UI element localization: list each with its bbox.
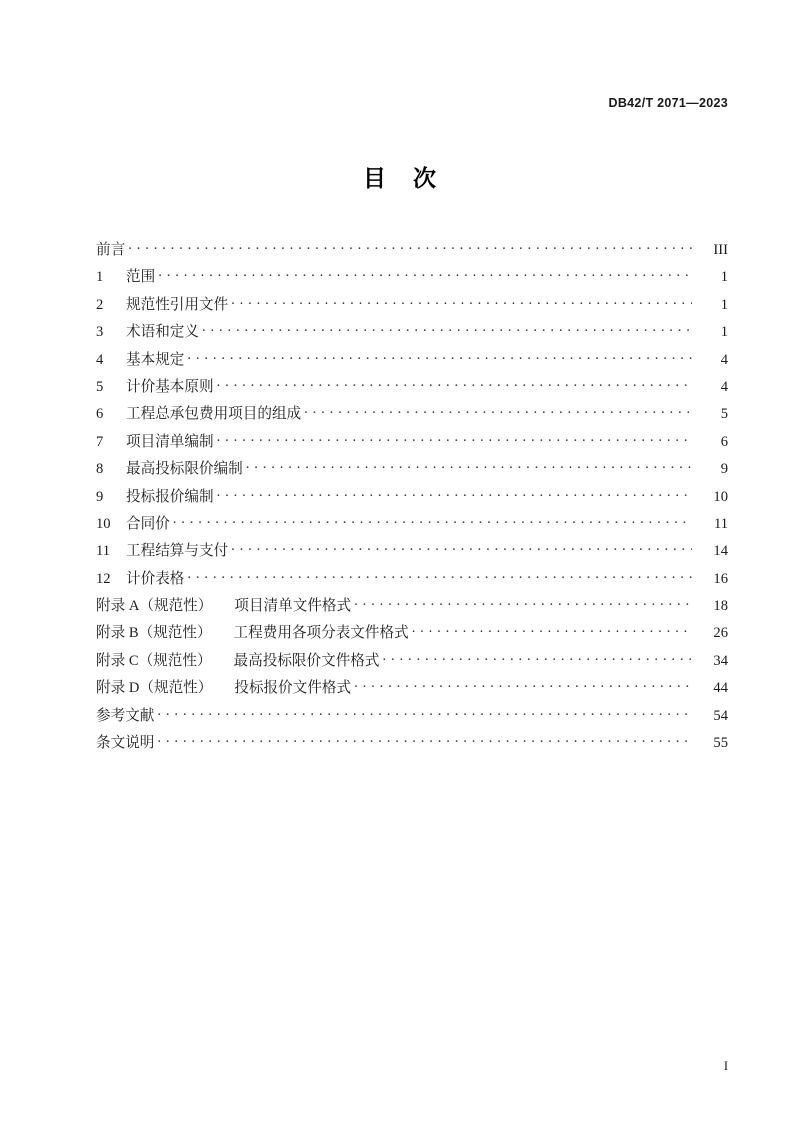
toc-dot-leader xyxy=(304,404,692,419)
toc-entry-number: 附录 D（规范性） xyxy=(96,680,213,697)
toc-entry-label: 条文说明 xyxy=(96,735,155,752)
toc-entry[interactable] xyxy=(96,320,728,347)
toc-entry[interactable] xyxy=(96,567,728,594)
toc-entry-label: 工程结算与支付 xyxy=(126,543,229,560)
toc-entry-page-number: 14 xyxy=(713,543,728,560)
toc-entry-number: 4 xyxy=(96,351,104,368)
toc-entry[interactable] xyxy=(96,539,728,566)
toc-entry-label: 范围 xyxy=(126,269,156,286)
toc-entry-label: 计价基本原则 xyxy=(126,378,214,395)
toc-entry-page-number: 54 xyxy=(713,707,728,724)
toc-entry[interactable] xyxy=(96,402,728,429)
toc-entry-label: 基本规定 xyxy=(126,351,185,368)
toc-entry-page-number: 1 xyxy=(720,296,728,313)
toc-entry[interactable] xyxy=(96,704,728,731)
toc-entry-label: 最高投标限价编制 xyxy=(126,461,243,478)
toc-entry-label: 工程总承包费用项目的组成 xyxy=(126,406,302,423)
toc-entry[interactable] xyxy=(96,238,728,265)
toc-entry-page-number: 5 xyxy=(720,406,728,423)
toc-entry-page-number: 1 xyxy=(720,324,728,341)
toc-dot-leader xyxy=(231,541,692,556)
page-title-char-1: 目 xyxy=(363,166,387,191)
toc-entry-label: 前言 xyxy=(96,242,126,258)
toc-dot-leader xyxy=(157,705,692,720)
toc-entry-label: 项目清单文件格式 xyxy=(234,598,352,615)
toc-entry[interactable] xyxy=(96,649,728,676)
toc-entry[interactable] xyxy=(96,430,728,457)
toc-entry-number: 附录 A（规范性） xyxy=(96,598,213,615)
toc-entry-number: 6 xyxy=(96,406,104,423)
toc-entry[interactable] xyxy=(96,621,728,648)
toc-entry[interactable] xyxy=(96,457,728,484)
toc-entry[interactable] xyxy=(96,265,728,292)
toc-entry-page-number: 16 xyxy=(713,570,728,587)
toc-entry-number: 8 xyxy=(96,461,104,478)
toc-entry-number: 11 xyxy=(96,543,111,560)
toc-dot-leader xyxy=(187,568,692,583)
toc-entry[interactable] xyxy=(96,731,728,758)
toc-entry-page-number: 1 xyxy=(720,269,728,286)
toc-entry-page-number: 11 xyxy=(713,515,728,532)
toc-entry-number: 附录 B（规范性） xyxy=(96,625,212,642)
toc-dot-leader xyxy=(217,431,692,446)
toc-dot-leader xyxy=(383,650,693,665)
toc-dot-leader xyxy=(187,349,692,364)
running-header-standard-code: DB42/T 2071—2023 xyxy=(608,96,728,110)
toc-entry-label: 项目清单编制 xyxy=(126,433,214,450)
toc-entry-page-number: 4 xyxy=(720,351,728,368)
toc-entry-page-number: III xyxy=(713,242,728,258)
toc-dot-leader xyxy=(231,294,692,309)
toc-entry-label: 合同价 xyxy=(126,515,170,532)
toc-entry-label: 规范性引用文件 xyxy=(126,296,229,313)
toc-dot-leader xyxy=(217,376,692,391)
toc-dot-leader xyxy=(128,239,692,254)
toc-entry-page-number: 9 xyxy=(720,461,728,478)
toc-entry-label: 投标报价编制 xyxy=(126,488,214,505)
toc-entry-page-number: 44 xyxy=(713,680,728,697)
toc-dot-leader xyxy=(354,595,692,610)
toc-entry-page-number: 34 xyxy=(713,652,728,669)
toc-dot-leader xyxy=(158,267,692,282)
toc-entry-number: 3 xyxy=(96,324,104,341)
toc-entry[interactable] xyxy=(96,348,728,375)
toc-entry-number: 2 xyxy=(96,296,104,313)
page-title xyxy=(0,160,800,193)
toc-dot-leader xyxy=(412,623,692,638)
toc-entry-page-number: 4 xyxy=(720,378,728,395)
toc-entry-label: 术语和定义 xyxy=(126,324,199,341)
toc-entry-number: 附录 C（规范性） xyxy=(96,652,212,669)
toc-entry-number: 12 xyxy=(96,570,111,587)
toc-entry-number: 7 xyxy=(96,433,104,450)
toc-dot-leader xyxy=(173,513,692,528)
toc-dot-leader xyxy=(246,459,692,474)
toc-dot-leader xyxy=(202,322,692,337)
toc-entry[interactable] xyxy=(96,512,728,539)
toc-entry-page-number: 55 xyxy=(713,735,728,752)
toc-entry-label: 最高投标限价文件格式 xyxy=(233,652,380,669)
toc-entry-page-number: 26 xyxy=(713,625,728,642)
toc-entry-number: 10 xyxy=(96,515,111,532)
toc-entry[interactable] xyxy=(96,485,728,512)
toc-entry-number: 9 xyxy=(96,488,104,505)
page-title-char-2: 次 xyxy=(413,166,437,191)
toc-entry-number: 5 xyxy=(96,378,104,395)
toc-entry-label: 参考文献 xyxy=(96,707,155,724)
toc-dot-leader xyxy=(217,486,692,501)
toc-entry[interactable] xyxy=(96,375,728,402)
toc-entry[interactable] xyxy=(96,594,728,621)
toc-dot-leader xyxy=(157,732,692,747)
toc-entry[interactable] xyxy=(96,676,728,703)
toc-entry-label: 投标报价文件格式 xyxy=(234,680,352,697)
toc-dot-leader xyxy=(354,678,692,693)
toc-entry-label: 计价表格 xyxy=(126,570,185,587)
table-of-contents xyxy=(96,238,728,758)
footer-page-number: I xyxy=(723,1059,728,1073)
toc-entry-page-number: 6 xyxy=(720,433,728,450)
toc-entry-page-number: 10 xyxy=(713,488,728,505)
toc-entry[interactable] xyxy=(96,293,728,320)
toc-entry-label: 工程费用各项分表文件格式 xyxy=(233,625,409,642)
toc-entry-number: 1 xyxy=(96,269,104,286)
toc-entry-page-number: 18 xyxy=(713,598,728,615)
